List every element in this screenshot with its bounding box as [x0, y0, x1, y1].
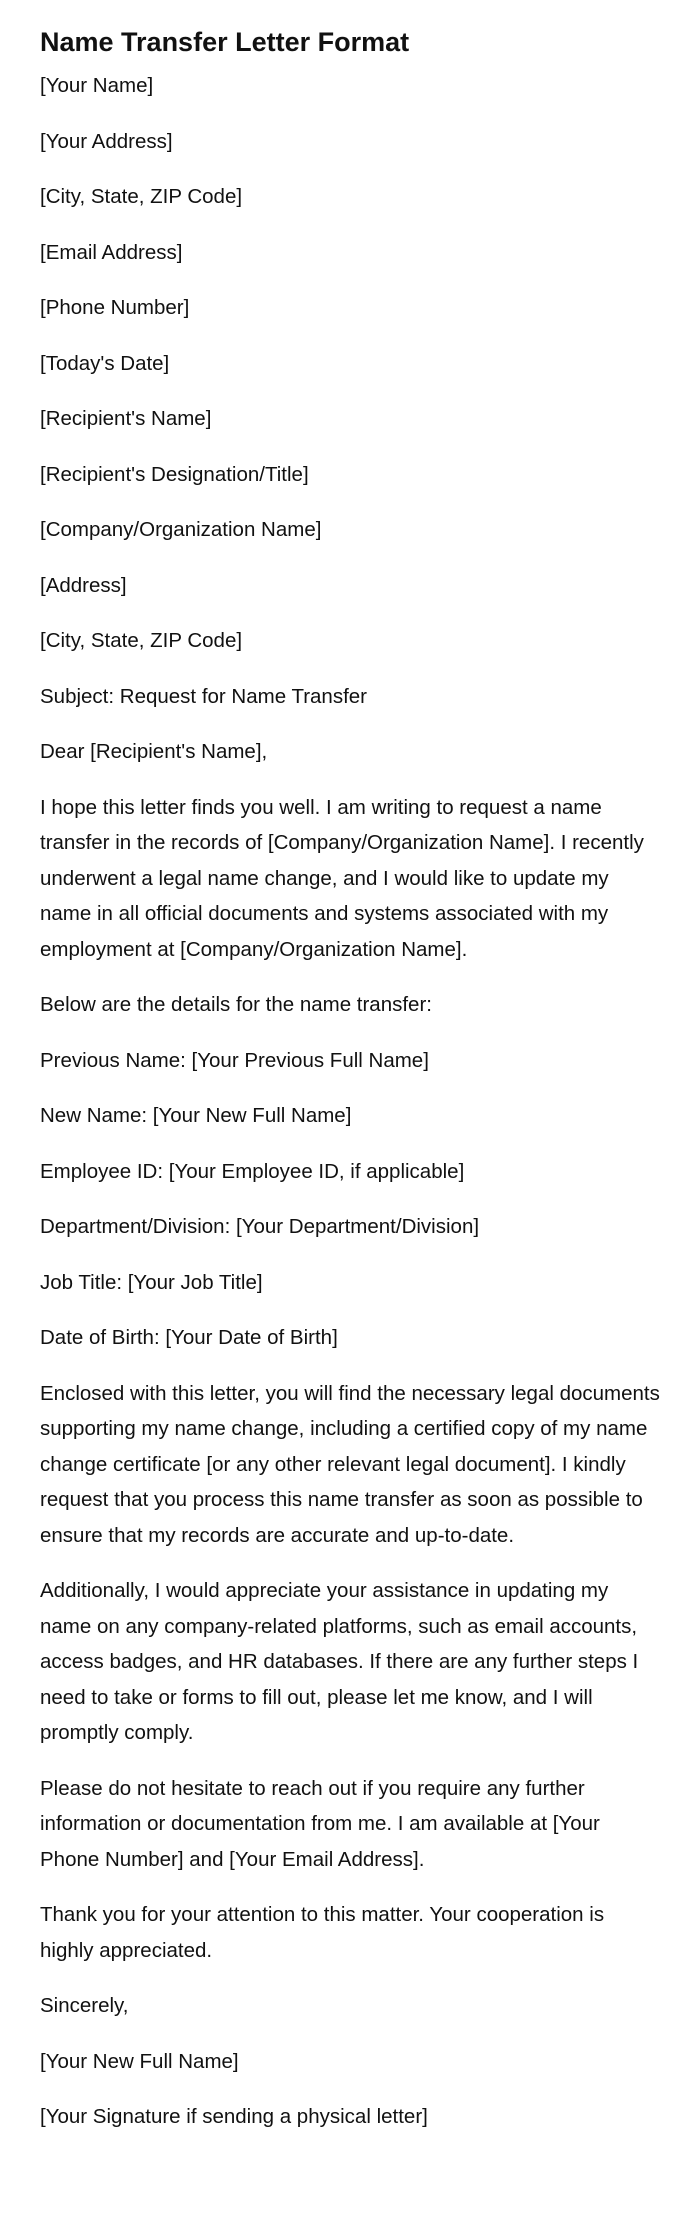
body-paragraph-intro: I hope this letter finds you well. I am writing to request a name transfer in the records of [Company/Organization Name]. I recently underwent a legal name change, and I would like to update my name in all official documents and systems associated with my employment at [Company/Organization Name]. — [40, 795, 644, 961]
detail-previous-name: Previous Name: [Your Previous Full Name] — [40, 1048, 429, 1072]
detail-date-of-birth: Date of Birth: [Your Date of Birth] — [40, 1326, 338, 1349]
sender-phone: [Phone Number] — [40, 296, 190, 319]
body-paragraph-additionally: Additionally, I would appreciate your assistance in updating my name on any company-related platforms, such as email accounts, access badges, and HR databases. If there are any further steps I need to take or forms to fill out, please let me know, and I will promptly comply. — [40, 1579, 639, 1744]
sender-name: [Your Name] — [40, 74, 154, 97]
recipient-address: [Address] — [40, 573, 127, 597]
letter-date: [Today's Date] — [40, 351, 170, 375]
subject-line: Subject: Request for Name Transfer — [40, 684, 368, 708]
body-paragraph-contact: Please do not hesitate to reach out if you require any further information or documentation from me. I am available at [Your Phone Number] and [Your Email Address]. — [40, 1776, 600, 1871]
details-intro: Below are the details for the name transfer: — [40, 993, 432, 1016]
detail-new-name: New Name: [Your New Full Name] — [40, 1104, 352, 1127]
sender-city-state-zip: [City, State, ZIP Code] — [40, 185, 243, 208]
salutation: Dear [Recipient's Name], — [40, 740, 268, 763]
detail-job-title: Job Title: [Your Job Title] — [40, 1270, 263, 1294]
signature-name: [Your New Full Name] — [40, 2049, 239, 2073]
document-title: Name Transfer Letter Format — [40, 27, 410, 57]
recipient-title: [Recipient's Designation/Title] — [40, 462, 309, 486]
sender-address: [Your Address] — [40, 129, 173, 153]
sender-email: [Email Address] — [40, 240, 183, 264]
recipient-company: [Company/Organization Name] — [40, 518, 322, 541]
closing: Sincerely, — [40, 1994, 129, 2017]
recipient-city-state-zip: [City, State, ZIP Code] — [40, 629, 243, 652]
detail-department: Department/Division: [Your Department/Division] — [40, 1215, 480, 1238]
body-paragraph-thanks: Thank you for your attention to this matter. Your cooperation is highly appreciated. — [40, 1903, 605, 1962]
body-paragraph-enclosed: Enclosed with this letter, you will find the necessary legal documents supporting my name change, including a certified copy of my name change certificate [or any other relevant legal document]. I kindly request that you process this name transfer as soon as possible to ensure that my records are accurate and up-to-date. — [40, 1381, 660, 1547]
detail-employee-id: Employee ID: [Your Employee ID, if applicable] — [40, 1159, 465, 1183]
signature-line: [Your Signature if sending a physical letter] — [40, 2105, 428, 2128]
recipient-name: [Recipient's Name] — [40, 407, 212, 430]
